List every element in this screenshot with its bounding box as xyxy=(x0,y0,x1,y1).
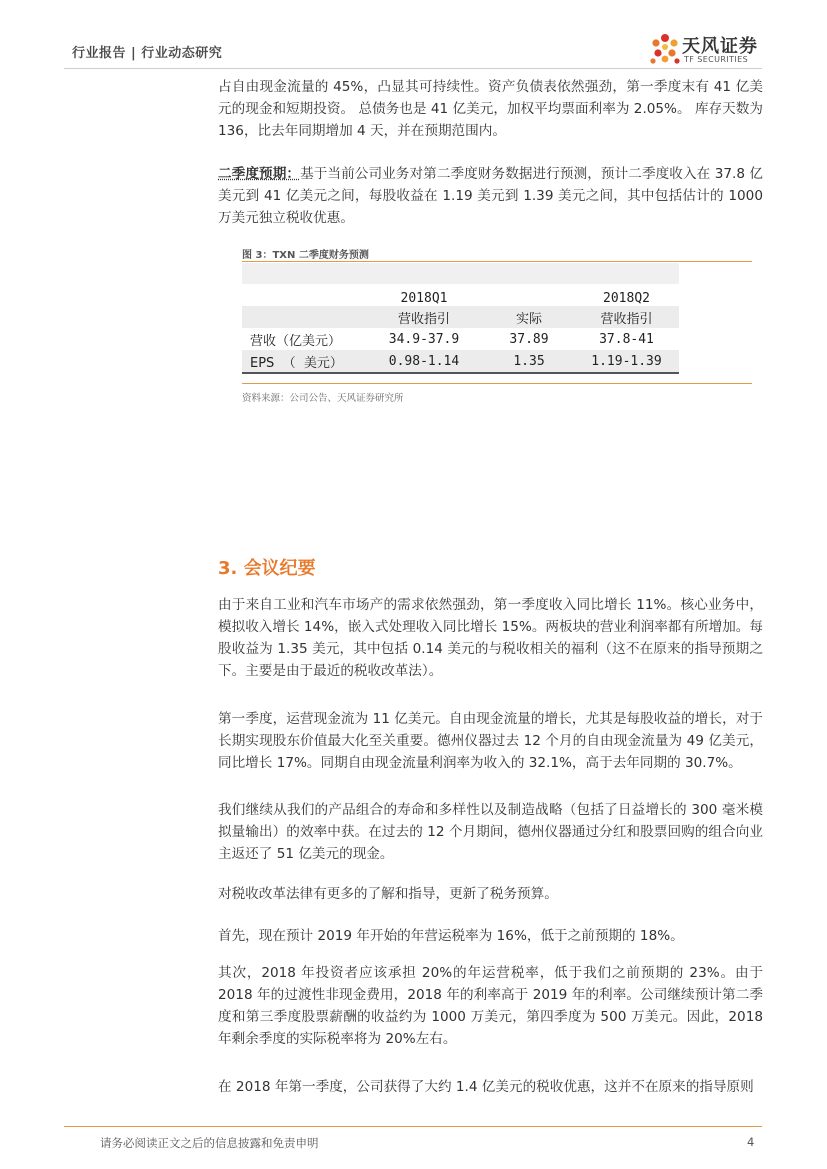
cell-eps-q1-actual: 1.35 xyxy=(484,350,574,373)
paragraph-balance-sheet: 占自由现金流量的 45%，凸显其可持续性。资产负债表依然强劲，第一季度末有 41 亿美元的现金和短期投资。 总债务也是 41 亿美元，加权平均票面利率为 2.05%。 库存天数为 136，比去年同期增加 4 天，并在预期范围内。 xyxy=(218,79,763,139)
section-title: 3. 会议纪要 xyxy=(218,558,316,579)
paragraph-tax-reform: 对税收改革法律有更多的了解和指导，更新了税务预算。 xyxy=(218,886,558,902)
figure-source: 资料来源：公司公告、天风证券研究所 xyxy=(242,393,404,404)
cell-revenue-q2-guidance: 37.8-41 xyxy=(574,328,679,350)
table-row xyxy=(242,350,679,373)
figure-caption: 图 3：TXN 二季度财务预测 xyxy=(242,250,369,261)
breadcrumb: 行业报告 | 行业动态研究 xyxy=(72,46,223,61)
paragraph-tax-rate-2018: 其次，2018 年投资者应该承担 20%的年运营税率，低于我们之前预期的 23%。由于 2018 年的过渡性非现金费用，2018 年的利率高于 2019 年的利率。公司继续预计第二季度和第三季度股票薪酬的收益约为 1000 万美元，第四季度为 500 万美元。因此，2018 年剩余季度的实际税率将为 20%左右。 xyxy=(218,965,763,1047)
period-q2: 2018Q2 xyxy=(603,291,650,306)
row-label-revenue: 营收（亿美元） xyxy=(242,328,364,350)
header-divider xyxy=(64,68,762,69)
table-period-row xyxy=(242,284,679,306)
period-q1: 2018Q1 xyxy=(400,291,448,306)
paragraph-revenue-growth: 由于来自工业和汽车市场产的需求依然强劲，第一季度收入同比增长 11%。核心业务中，模拟收入增长 14%，嵌入式处理收入同比增长 15%。两板块的营业利润率都有所增加。每股收益为 1.35 美元，其中包括 0.14 美元的与税收相关的福利（这不在原来的指导预期之下。主要是由于最近的税收改革法）。 xyxy=(218,597,763,679)
row-label-eps: EPS （ 美元） xyxy=(242,350,364,373)
q2-forecast-lead: 二季度预期： xyxy=(218,166,301,182)
page-number: 4 xyxy=(747,1135,755,1149)
logo-text-en: TF SECURITIES xyxy=(684,55,749,64)
figure-bottom-rule xyxy=(242,383,752,384)
cell-eps-q1-guidance: 0.98-1.14 xyxy=(364,350,484,373)
logo-text-cn: 天风证券 xyxy=(682,36,758,57)
paragraph-tax-rate-2019: 首先，现在预计 2019 年开始的年营运税率为 16%，低于之前预期的 18%。 xyxy=(218,928,684,944)
company-logo xyxy=(648,30,764,70)
figure-top-rule xyxy=(242,261,752,262)
financial-forecast-table xyxy=(242,263,679,374)
footer-divider xyxy=(64,1126,762,1127)
cell-revenue-q1-actual: 37.89 xyxy=(484,328,574,350)
flower-logo-icon xyxy=(648,30,682,70)
subheader-q1-guidance: 营收指引 xyxy=(364,306,484,328)
paragraph-cash-flow: 第一季度，运营现金流为 11 亿美元。自由现金流量的增长，尤其是每股收益的增长，对于长期实现股东价值最大化至关重要。德州仪器过去 12 个月的自由现金流量为 49 亿美元，同比增长 17%。同期自由现金流量利润率为收入的 32.1%，高于去年同期的 30.7%。 xyxy=(218,711,763,771)
cell-revenue-q1-guidance: 34.9-37.9 xyxy=(364,328,484,350)
footer-disclaimer: 请务必阅读正文之后的信息披露和免责申明 xyxy=(100,1136,319,1150)
paragraph-product-strategy: 我们继续从我们的产品组合的寿命和多样性以及制造战略（包括了日益增长的 300 毫米模拟量输出）的效率中获。在过去的 12 个月期间，德州仪器通过分红和股票回购的组合向业主返还了 51 亿美元的现金。 xyxy=(218,802,763,862)
paragraph-q2-forecast xyxy=(218,163,763,229)
paragraph-tax-benefit: 在 2018 年第一季度，公司获得了大约 1.4 亿美元的税收优惠，这并不在原来的指导原则 xyxy=(218,1079,754,1095)
table-blank-row xyxy=(242,263,679,284)
q2-forecast-text: 基于当前公司业务对第二季度财务数据进行预测，预计二季度收入在 37.8 亿美元到 41 亿美元之间，每股收益在 1.19 美元到 1.39 美元之间，其中包括估计的 1000 万美元独立税收优惠。 xyxy=(218,166,763,226)
cell-eps-q2-guidance: 1.19-1.39 xyxy=(574,350,679,373)
table-row xyxy=(242,328,679,350)
subheader-q1-actual: 实际 xyxy=(484,306,574,328)
subheader-q2-guidance: 营收指引 xyxy=(574,306,679,328)
table-subheader-row xyxy=(242,306,679,328)
